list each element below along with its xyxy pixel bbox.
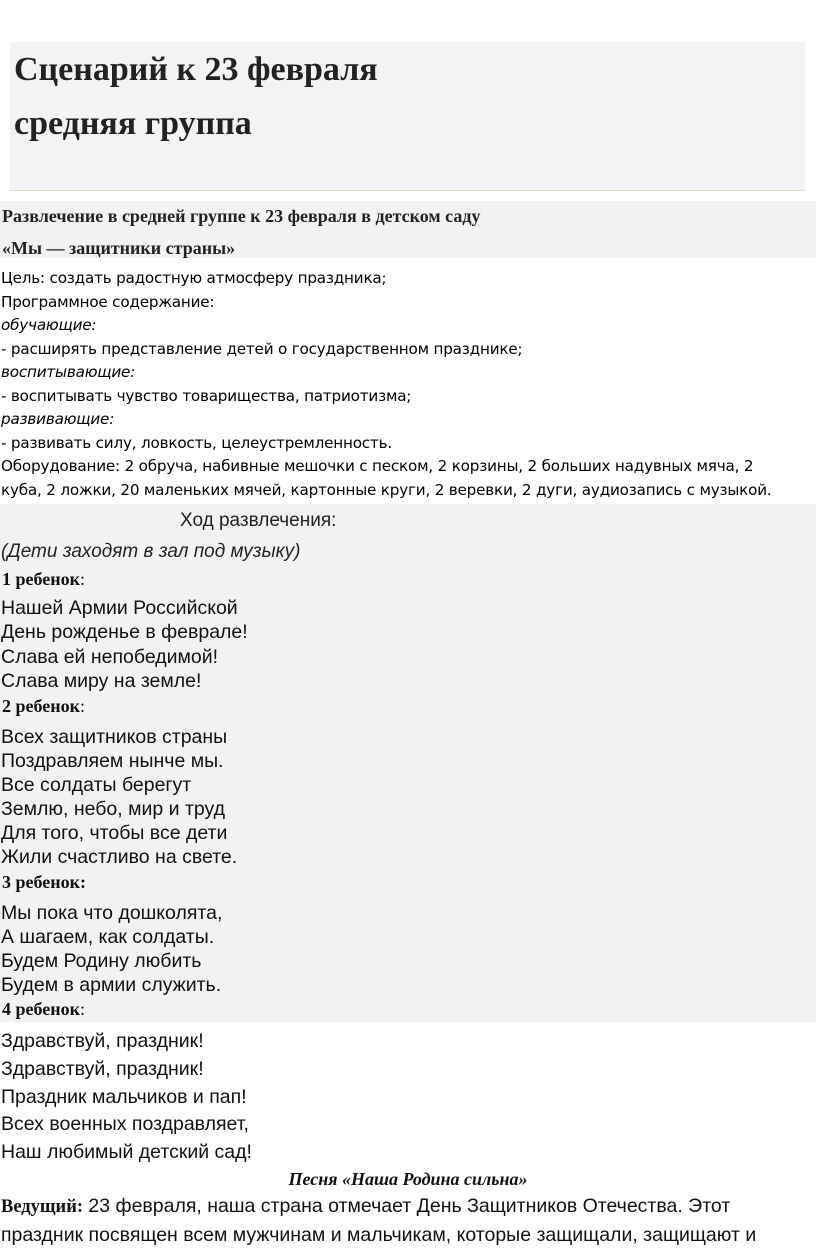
child-1-label: 1 ребенок: <box>2 569 86 589</box>
verse-line: Все солдаты берегут <box>1 774 192 796</box>
child-3-label: 3 ребенок: <box>2 872 86 892</box>
page-title-line-1: Сценарий к 23 февраля <box>14 51 378 88</box>
verse-line: Мы пока что дошколята, <box>1 902 223 924</box>
verse-line: Для того, чтобы все дети <box>1 822 228 844</box>
verse-line: Праздник мальчиков и пап! <box>1 1086 247 1108</box>
verse-line: Жили счастливо на свете. <box>1 846 238 868</box>
verse-line: Наш любимый детский сад! <box>1 1141 252 1163</box>
verse-line: Поздравляем нынче мы. <box>1 750 224 772</box>
scenario-intro: (Дети заходят в зал под музыку) <box>1 541 301 562</box>
song-title: Песня «Наша Родина сильна» <box>288 1169 528 1189</box>
content-label: Программное содержание: <box>1 293 215 311</box>
child-4-label: 4 ребенок: <box>2 999 86 1019</box>
verse-line: Слава ей непобедимой! <box>1 646 219 668</box>
goal-text: Цель: создать радостную атмосферу праздника; <box>1 269 387 287</box>
verse-line: Будем в армии служить. <box>1 974 222 996</box>
verse-line: А шагаем, как солдаты. <box>1 926 215 948</box>
host-line-1: Ведущий: 23 февраля, наша страна отмечает День Защитников Отечества. Этот <box>1 1195 731 1217</box>
verse-line: Всех военных поздравляет, <box>1 1113 249 1135</box>
upbringing-text: - воспитывать чувство товарищества, патриотизма; <box>1 387 412 405</box>
teaching-label: обучающие: <box>1 316 97 334</box>
subtitle-line-1: Развлечение в средней группе к 23 февраля в детском саду <box>2 206 481 226</box>
verse-line: Будем Родину любить <box>1 950 202 972</box>
developing-text: - развивать силу, ловкость, целеустремленность. <box>1 434 392 452</box>
child-2-label: 2 ребенок: <box>2 696 86 716</box>
verse-line: День рожденье в феврале! <box>1 621 248 643</box>
page-title-line-2: средняя группа <box>14 105 252 142</box>
host-label: Ведущий: <box>1 1197 84 1217</box>
verse-line: Нашей Армии Российской <box>1 597 238 619</box>
verse-line: Слава миру на земле! <box>1 670 202 692</box>
title-block <box>10 42 805 191</box>
subtitle-line-2: «Мы — защитники страны» <box>2 238 236 258</box>
verse-line: Здравствуй, праздник! <box>1 1058 204 1080</box>
verse-line: Здравствуй, праздник! <box>1 1030 204 1052</box>
teaching-text: - расширять представление детей о государственном празднике; <box>1 340 523 358</box>
equipment-line-1: Оборудование: 2 обруча, набивные мешочки с песком, 2 корзины, 2 больших надувных мяча, 2 <box>1 457 754 475</box>
scenario-heading: Ход развлечения: <box>180 510 337 531</box>
host-line-2: праздник посвящен всем мужчинам и мальчикам, которые защищали, защищают и <box>1 1224 757 1246</box>
equipment-line-2: куба, 2 ложки, 20 маленьких мячей, картонные круги, 2 веревки, 2 дуги, аудиозапись с музыкой. <box>1 481 772 499</box>
verse-line: Землю, небо, мир и труд <box>1 798 226 820</box>
verse-line: Всех защитников страны <box>1 726 228 748</box>
developing-label: развивающие: <box>1 410 115 428</box>
upbringing-label: воспитывающие: <box>1 363 136 381</box>
